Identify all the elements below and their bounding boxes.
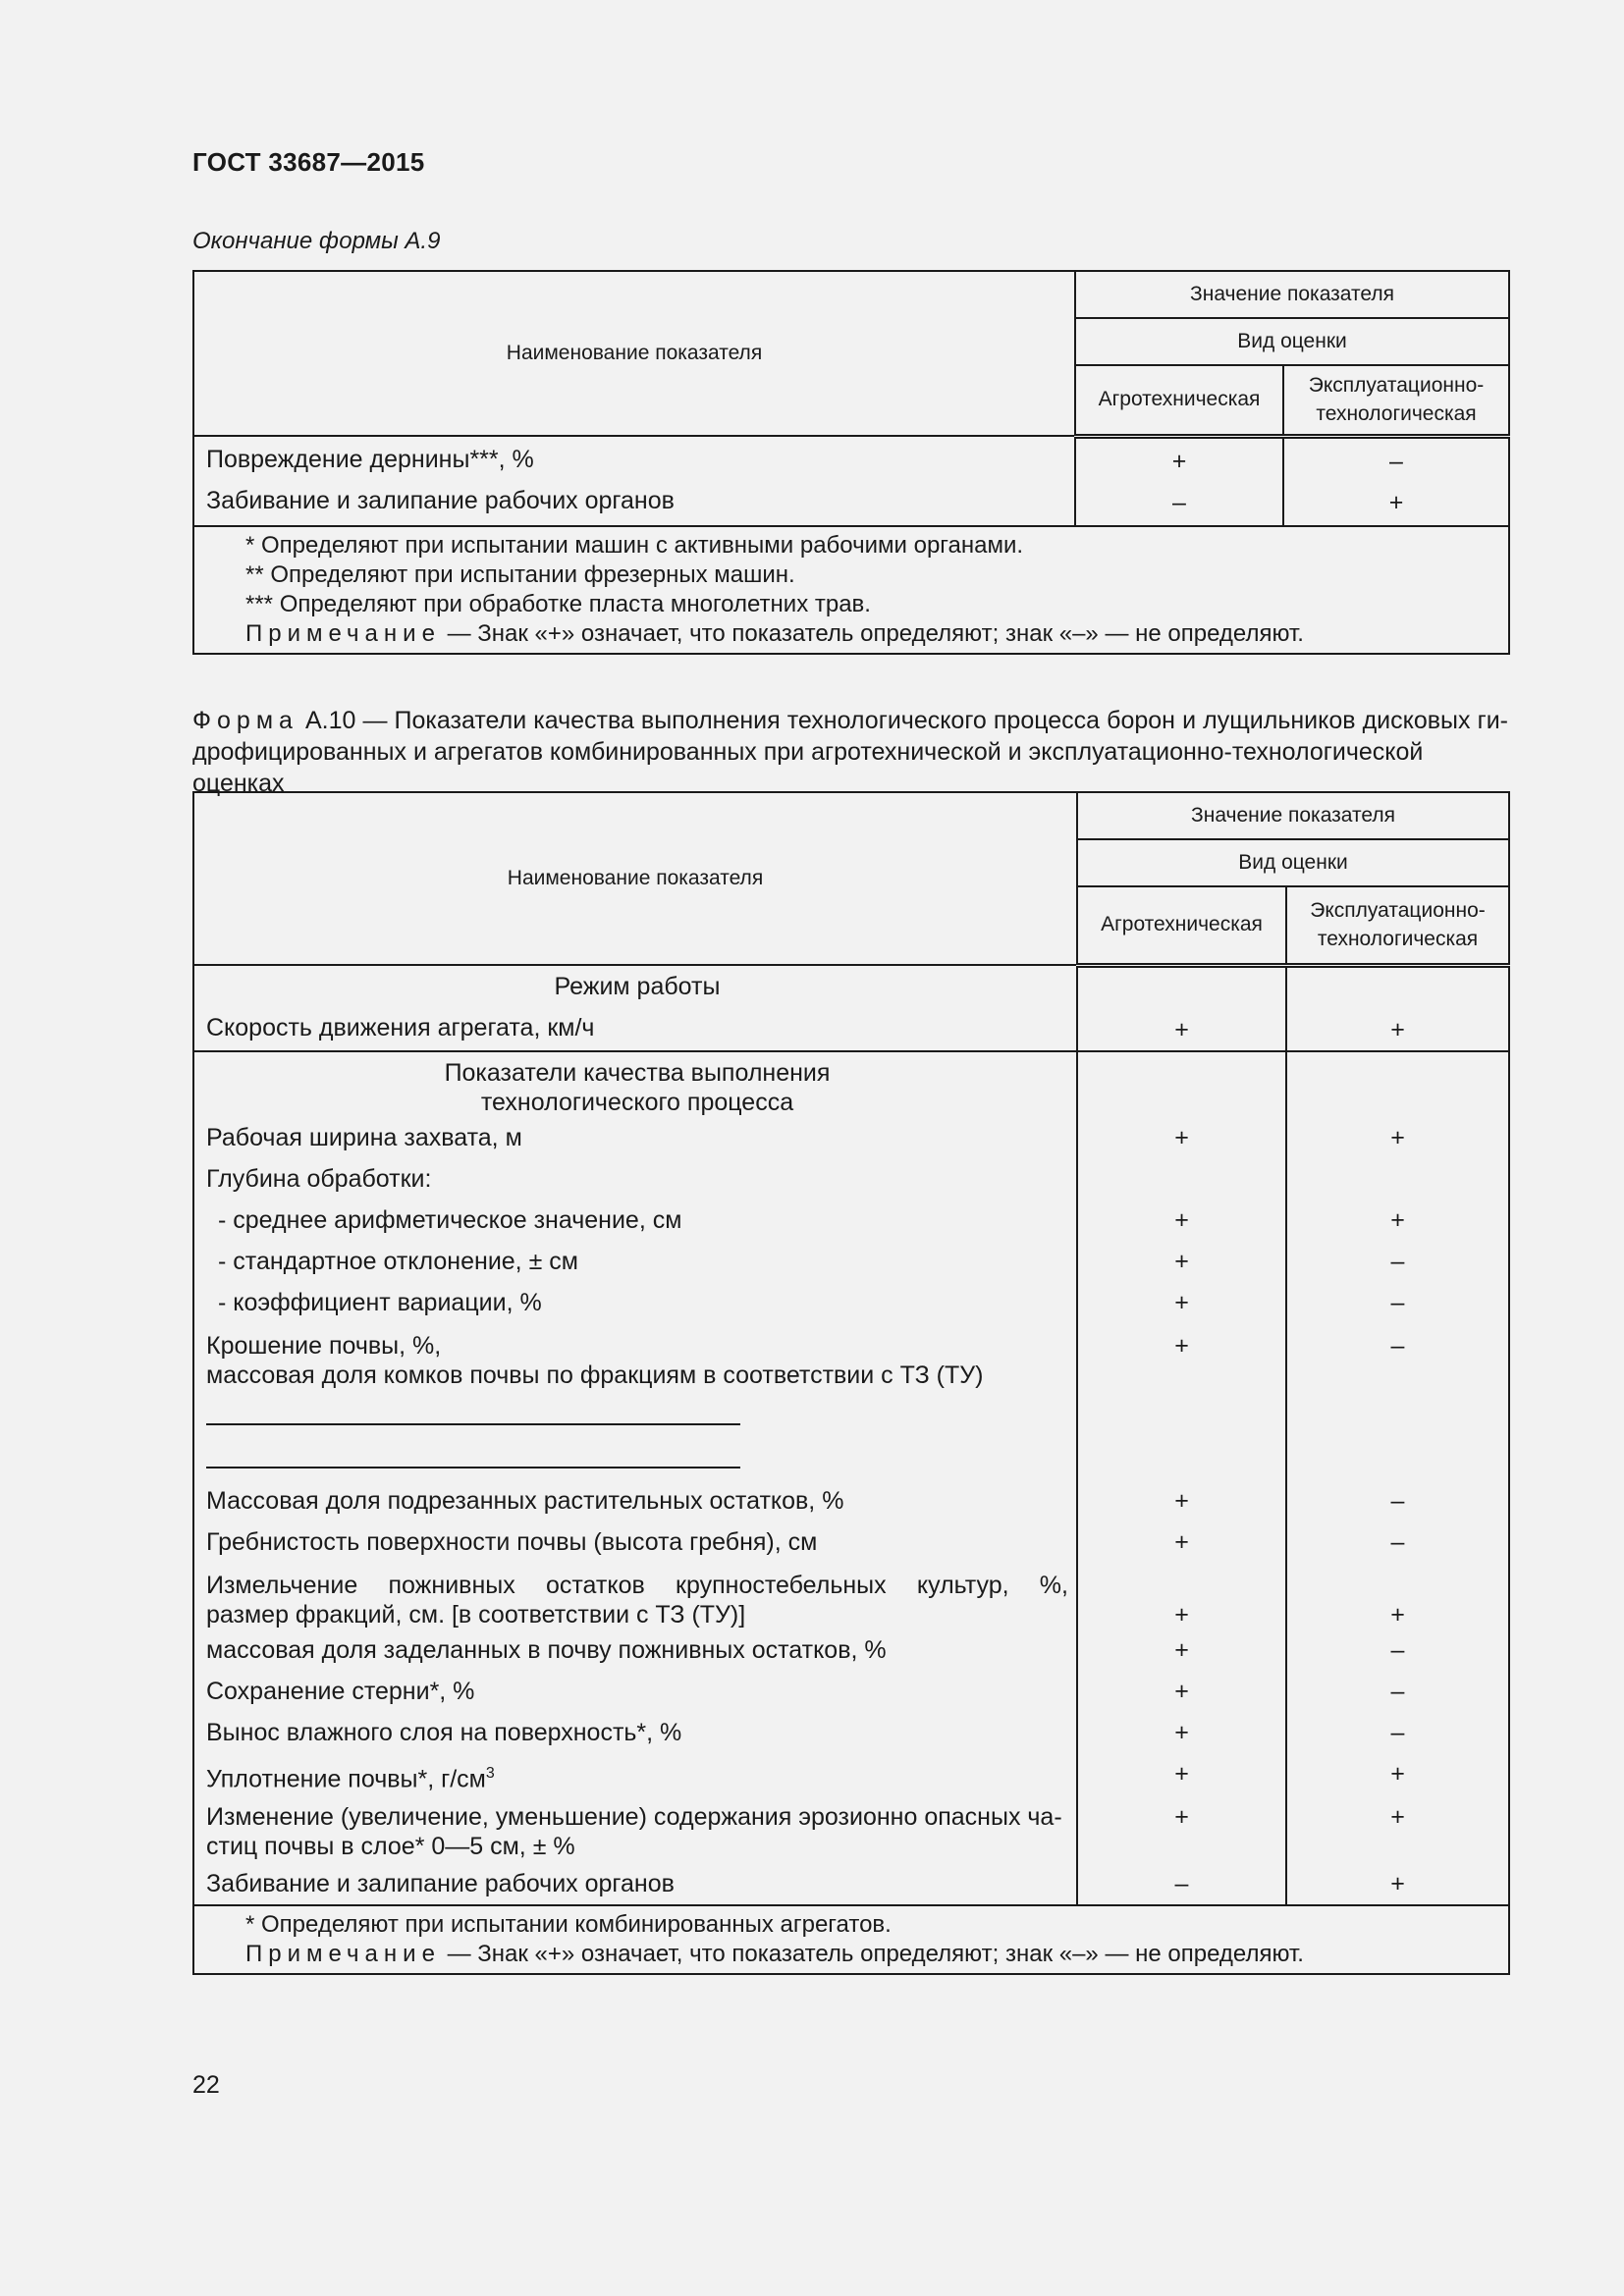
- row-name: Забивание и залипание рабочих органов: [206, 1869, 675, 1897]
- agro-marks: + –: [1075, 436, 1283, 526]
- exp-marks: + + – – – – – + – – – + + +: [1286, 1051, 1509, 1905]
- row-name: Уплотнение почвы*, $г/см^3$: [206, 1764, 495, 1792]
- page-number: 22: [192, 2071, 220, 2099]
- row-name: Скорость движения агрегата, км/ч: [206, 1014, 595, 1041]
- row-name: Гребнистость поверхности почвы (высота гребня), см: [206, 1527, 818, 1556]
- section-title: Режим работы: [554, 973, 721, 1000]
- section-title: технологического процесса: [480, 1088, 794, 1116]
- footnote: ** Определяют при испытании фрезерных машин.: [245, 561, 795, 588]
- form-a10-title: Форма А.10 — Показатели качества выполнения технологического процесса борон и лущильников дисковых ги- дрофицированных и агрегатов комбинированных при агротехнической и эксплуатационно-технологической оценках: [192, 707, 1508, 797]
- header-value-group: Значение показателя: [1077, 792, 1509, 839]
- note: Примечание — Знак «+» означает, что показатель определяют; знак «–» — не определяют.: [245, 619, 1304, 647]
- table-row-names: [193, 436, 1075, 526]
- row-name: - коэффициент вариации, %: [218, 1288, 542, 1316]
- row-name: Рабочая ширина захвата, м: [206, 1123, 522, 1151]
- row-name: размер фракций, см. [в соответствии с ТЗ (ТУ)]: [206, 1600, 746, 1629]
- row-name: Крошение почвы, %,: [206, 1331, 442, 1360]
- form-a9-table: [192, 270, 1510, 655]
- header-value-group: Значение показателя: [1075, 271, 1509, 318]
- agro-marks: + + + + + + + + + + + + + –: [1077, 1051, 1286, 1905]
- row-name: Забивание и залипание рабочих органов: [206, 487, 675, 514]
- header-agro: Агротехническая: [1075, 365, 1283, 436]
- header-exploitation: Эксплуатационно- технологическая: [1283, 365, 1509, 436]
- table-caption: Окончание формы А.9: [192, 228, 441, 254]
- footnote: *** Определяют при обработке пласта многолетних трав.: [245, 590, 871, 617]
- row-name: Измельчение пожнивных остатков крупностебельных культур, %,: [206, 1571, 1068, 1599]
- footnotes: [193, 1905, 1509, 1974]
- footnote: * Определяют при испытании машин с активными рабочими органами.: [245, 531, 1024, 559]
- row-name: Изменение (увеличение, уменьшение) содержания эрозионно опасных ча-: [206, 1802, 1062, 1831]
- header-assessment-group: Вид оценки: [1075, 318, 1509, 365]
- row-name: - среднее арифметическое значение, см: [218, 1205, 682, 1234]
- section-operating-mode: [193, 965, 1077, 1051]
- exp-marks: – +: [1283, 436, 1509, 526]
- row-name: Массовая доля подрезанных растительных остатков, %: [206, 1486, 844, 1515]
- row-name: Глубина обработки:: [206, 1164, 432, 1193]
- header-indicator-name: Наименование показателя: [193, 271, 1075, 436]
- section-quality: [193, 1051, 1077, 1905]
- header-assessment-group: Вид оценки: [1077, 839, 1509, 886]
- header-agro: Агротехническая: [1077, 886, 1286, 965]
- exp-marks: +: [1286, 965, 1509, 1051]
- blank-fill-line: [206, 1390, 1068, 1433]
- row-name: массовая доля комков почвы по фракциям в соответствии с ТЗ (ТУ): [206, 1361, 984, 1389]
- section-title: Показатели качества выполнения: [444, 1058, 831, 1087]
- row-name: Вынос влажного слоя на поверхность*, %: [206, 1718, 682, 1746]
- header-indicator-name: Наименование показателя: [193, 792, 1077, 965]
- row-name: Повреждение дернины***, %: [206, 446, 534, 473]
- header-exploitation: Эксплуатационно- технологическая: [1286, 886, 1509, 965]
- agro-marks: +: [1077, 965, 1286, 1051]
- footnote: * Определяют при испытании комбинированных агрегатов.: [245, 1910, 892, 1938]
- blank-fill-line: [206, 1433, 1068, 1476]
- footnotes: [193, 526, 1509, 654]
- document-code: ГОСТ 33687—2015: [192, 147, 425, 177]
- row-name: стиц почвы в слое* 0—5 см, ± %: [206, 1832, 575, 1860]
- row-name: Сохранение стерни*, %: [206, 1677, 475, 1705]
- form-a10-table: [192, 791, 1510, 1975]
- row-name: - стандартное отклонение, ± см: [218, 1247, 578, 1275]
- note: Примечание — Знак «+» означает, что показатель определяют; знак «–» — не определяют.: [245, 1940, 1304, 1967]
- row-name: массовая доля заделанных в почву пожнивных остатков, %: [206, 1635, 887, 1664]
